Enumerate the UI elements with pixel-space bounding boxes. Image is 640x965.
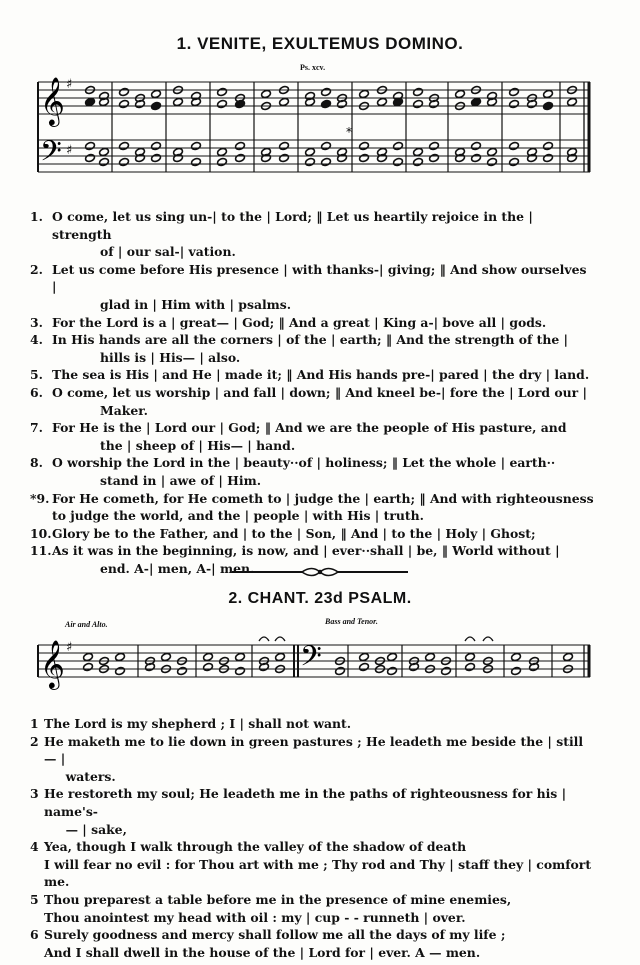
- verse-continuation: Maker.: [100, 402, 148, 418]
- verse-line: For He is the | Lord our | God; ‖ And we are the people of His pasture, and: [52, 420, 567, 436]
- verse-number: 6.: [30, 384, 43, 400]
- verse-line: The Lord is my shepherd ; I | shall not want.: [44, 716, 352, 731]
- verse-continuation: — | sake,: [44, 821, 127, 837]
- verse: [30, 838, 595, 891]
- fermata-icon: [483, 637, 493, 641]
- key-sharp-icon: ♯: [66, 640, 73, 655]
- note-head: [387, 666, 398, 675]
- verse-number: *9.: [30, 490, 50, 506]
- note-head: [161, 652, 172, 661]
- verse-number: 10.: [30, 525, 52, 541]
- note-head: [83, 652, 94, 661]
- verse-number: 7.: [30, 420, 43, 436]
- note-head: [83, 662, 94, 671]
- verse-continuation: And I shall dwell in the house of the | Lord for | ever. A — men.: [44, 944, 481, 960]
- psalm-reference: Ps. xcv.: [300, 63, 326, 72]
- verse-number: 5: [30, 891, 39, 907]
- key-sharp-icon: ♯: [66, 77, 73, 92]
- verse-number: 2: [30, 733, 39, 749]
- verse-line: He maketh me to lie down in green pastures ; He leadeth me beside the | still — |: [44, 733, 584, 767]
- verse-line: For He cometh, for He cometh to | judge the | earth; ‖ And with righteousness: [52, 490, 594, 506]
- verse-line: Glory be to the Father, and | to the | Son, ‖ And | to the | Holy | Ghost;: [52, 525, 536, 541]
- verse-continuation: Thou anointest my head with oil : my | cup - - runneth | over.: [44, 909, 466, 925]
- verse-continuation: glad in | Him with | psalms.: [100, 296, 292, 312]
- bass-clef-icon: 𝄢: [300, 640, 322, 680]
- verse-number: 8.: [30, 455, 43, 471]
- note-head: [465, 652, 476, 661]
- verse-continuation: hills is | His— | also.: [100, 349, 241, 365]
- verse-line: O come, let us worship | and fall | down; ‖ And kneel be-| fore the | Lord our |: [52, 384, 587, 400]
- chant1-title: 1. VENITE, EXULTEMUS DOMINO.: [176, 34, 464, 53]
- verse-number: 1.: [30, 209, 43, 224]
- verse: [30, 733, 595, 786]
- verse-line: Thou preparest a table before me in the presence of mine enemies,: [44, 891, 512, 907]
- bass-clef-icon: 𝄢: [40, 135, 62, 175]
- verse-number: 1: [30, 716, 39, 731]
- key-sharp-icon: ♯: [66, 143, 73, 158]
- verse: [30, 785, 595, 838]
- verse-line: For the Lord is a | great— | God; ‖ And a great | King a-| bove all | gods.: [52, 314, 547, 330]
- fermata-icon: [465, 637, 475, 641]
- note-head: [235, 652, 246, 661]
- verse-number: 11.: [30, 543, 52, 559]
- verse-continuation: the | sheep of | His— | hand.: [100, 437, 296, 453]
- verse-line: Yea, though I walk through the valley of the shadow of death: [44, 839, 467, 855]
- verse-continuation: waters.: [44, 768, 116, 784]
- note-head: [359, 662, 370, 671]
- verse-number: 4: [30, 839, 39, 855]
- note-head: [563, 652, 574, 661]
- verse-continuation: of | our sal-| vation.: [100, 244, 236, 260]
- note-head: [387, 652, 398, 661]
- verse-number: 6: [30, 927, 39, 943]
- verse-number: 2.: [30, 261, 43, 277]
- verse-continuation: stand in | awe of | Him.: [100, 472, 262, 488]
- verse-number: 4.: [30, 332, 43, 348]
- note-head: [511, 666, 522, 675]
- verse-number: 3.: [30, 314, 43, 330]
- verse-continuation: to judge the world, and the | people | with His | truth.: [52, 508, 424, 524]
- note-head: [115, 652, 126, 661]
- verse-line: Let us come before His presence | with thanks-| giving; ‖ And show ourselves |: [52, 261, 587, 295]
- verse-continuation: end. A-| men, A-| men.: [100, 560, 255, 576]
- verse-number: 5.: [30, 367, 43, 383]
- note-head: [441, 666, 452, 675]
- note-head: [275, 652, 286, 661]
- note-head: [359, 652, 370, 661]
- verse: [30, 891, 595, 926]
- fermata-icon: [275, 637, 285, 641]
- bass-tenor-label: Bass and Tenor.: [325, 617, 378, 626]
- fermata-icon: [259, 637, 269, 641]
- note-head: [335, 666, 346, 675]
- verse: [30, 715, 595, 733]
- note-head: [425, 652, 436, 661]
- chant2-verses: [30, 715, 595, 961]
- verse-number: 3: [30, 786, 39, 802]
- treble-clef-icon: 𝄞: [40, 639, 65, 688]
- note-head: [115, 666, 126, 675]
- note-head: [203, 652, 214, 661]
- air-alto-label: Air and Alto.: [65, 620, 108, 629]
- verse-line: In His hands are all the corners | of the | earth; ‖ And the strength of the |: [52, 332, 569, 348]
- verse-line: Surely goodness and mercy shall follow me all the days of my life ;: [44, 927, 506, 943]
- verse-line: O come, let us sing un-| to the | Lord; ‖ Let us heartily rejoice in the | strength: [52, 209, 533, 242]
- verse-line: He restoreth my soul; He leadeth me in the paths of righteousness for his | name's-: [44, 786, 567, 819]
- note-head: [465, 662, 476, 671]
- chant2-title: 2. CHANT. 23d PSALM.: [228, 590, 412, 607]
- treble-clef-icon: 𝄞: [40, 76, 65, 125]
- note-head: [235, 666, 246, 675]
- note-head: [511, 652, 522, 661]
- asterisk-mark: *: [346, 125, 352, 139]
- verse: [30, 926, 595, 961]
- verse-line: The sea is His | and He | made it; ‖ And His hands pre-| pared | the dry | land.: [52, 367, 590, 383]
- verse-line: O worship the Lord in the | beauty··of | holiness; ‖ Let the whole | earth··: [52, 455, 556, 471]
- note-head: [203, 662, 214, 671]
- verse-line: As it was in the beginning, is now, and | ever··shall | be, ‖ World without |: [52, 543, 560, 559]
- verse-continuation: I will fear no evil : for Thou art with me ; Thy rod and Thy | staff they | comfort me.: [44, 856, 592, 890]
- note-head: [177, 666, 188, 675]
